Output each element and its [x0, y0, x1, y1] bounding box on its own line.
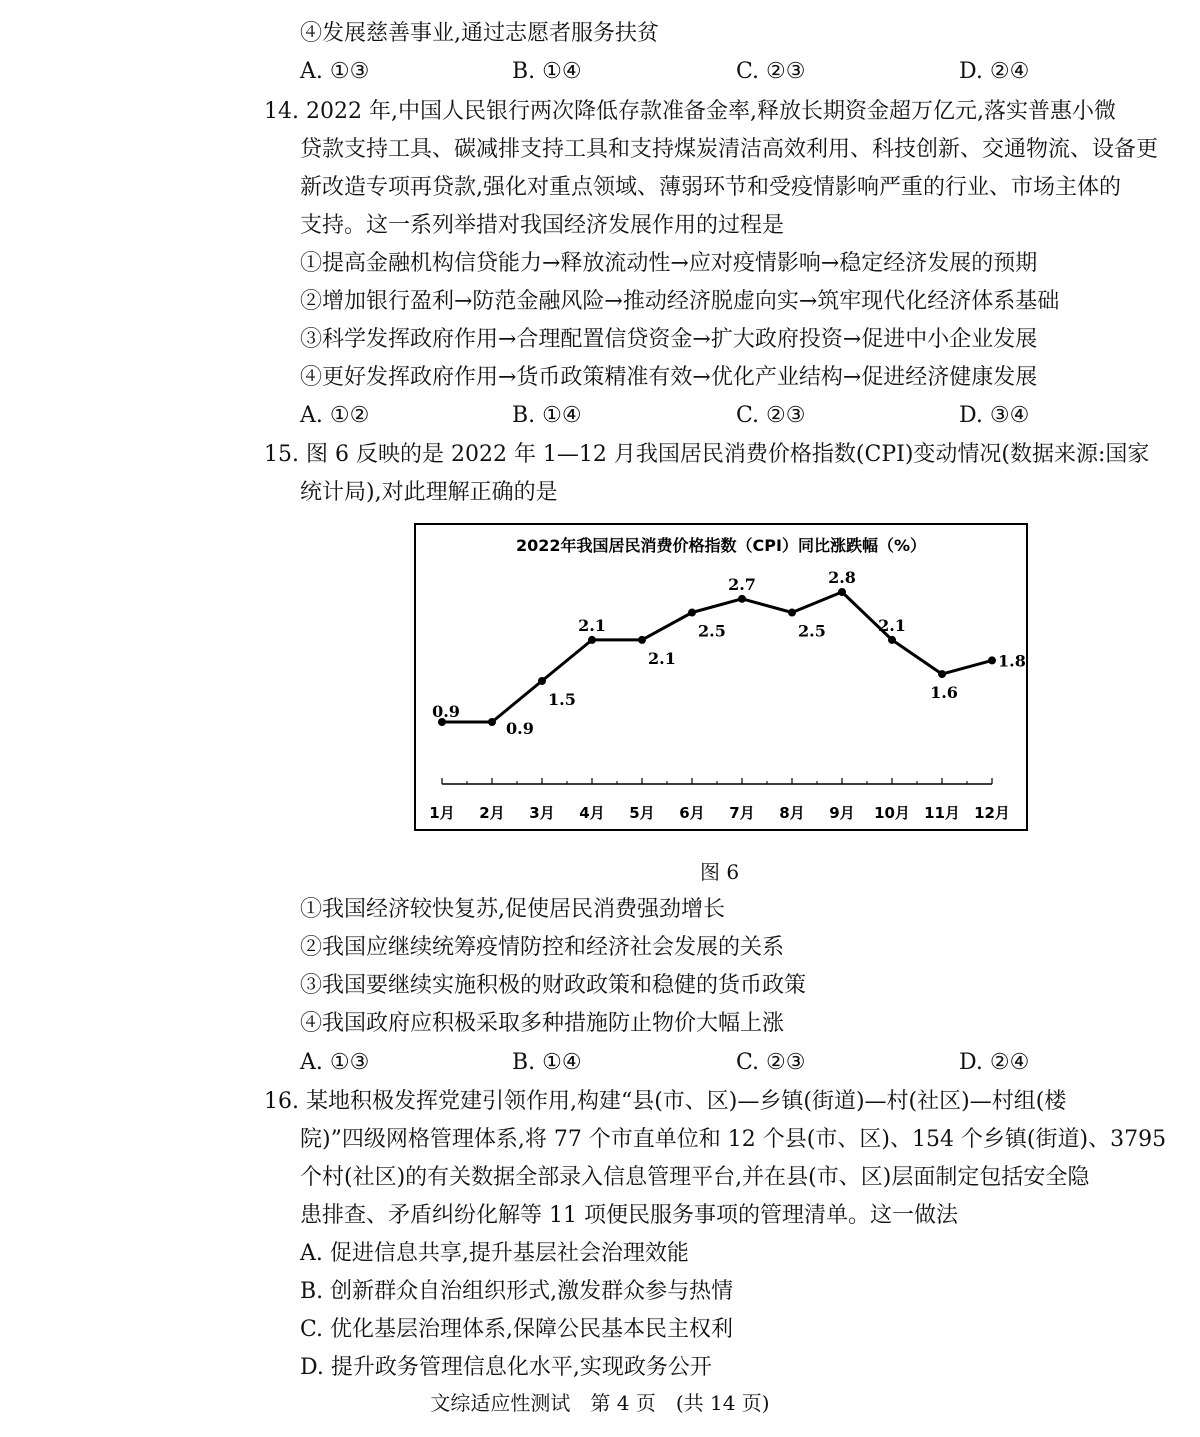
x-tick-label: 9月 [829, 804, 855, 822]
cpi-data-point [888, 636, 896, 644]
cpi-chart [414, 523, 1028, 831]
cpi-value-label: 0.9 [506, 719, 534, 738]
x-tick-label: 6月 [679, 804, 705, 822]
q14-stem-line-4: 支持。这一系列举措对我国经济发展作用的过程是 [300, 213, 785, 238]
q15-option-c: C. ②③ [736, 1050, 806, 1075]
q13-option-c: C. ②③ [736, 59, 806, 84]
q14-item-1: ①提高金融机构信贷能力→释放流动性→应对疫情影响→稳定经济发展的预期 [300, 251, 1038, 276]
q16-stem-line-4: 患排查、矛盾纠纷化解等 11 项便民服务事项的管理清单。这一做法 [300, 1203, 958, 1228]
cpi-value-label: 1.8 [998, 651, 1026, 671]
x-tick-label: 5月 [629, 804, 655, 822]
x-tick-label: 12月 [974, 804, 1010, 822]
q16-option-a: A. 促进信息共享,提升基层社会治理效能 [300, 1241, 689, 1266]
q15-stem-line-1: 15. 图 6 反映的是 2022 年 1—12 月我国居民消费价格指数(CPI)变动情况(数据来源:国家 [264, 442, 1150, 467]
cpi-value-label: 2.7 [728, 574, 756, 594]
cpi-data-point [938, 670, 946, 678]
q14-stem-line-1: 14. 2022 年,中国人民银行两次降低存款准备金率,释放长期资金超万亿元,落实普惠小微 [264, 99, 1116, 124]
cpi-data-point [838, 588, 846, 596]
cpi-value-label: 2.8 [828, 568, 856, 587]
cpi-data-point [988, 656, 996, 664]
x-tick-label: 3月 [529, 804, 555, 822]
q14-item-4: ④更好发挥政府作用→货币政策精准有效→优化产业结构→促进经济健康发展 [300, 365, 1038, 390]
x-tick-label: 8月 [779, 804, 805, 822]
cpi-data-point [788, 609, 796, 617]
x-tick-label: 4月 [579, 804, 605, 822]
q13-option-b: B. ①④ [512, 59, 582, 84]
q14-option-a: A. ①② [300, 403, 370, 428]
q13-option-d: D. ②④ [959, 59, 1030, 84]
q16-stem-line-1: 16. 某地积极发挥党建引领作用,构建“县(市、区)—乡镇(街道)—村(社区)—村组(楼 [264, 1089, 1067, 1114]
q15-item-3: ③我国要继续实施积极的财政政策和稳健的货币政策 [300, 973, 807, 998]
q16-option-c: C. 优化基层治理体系,保障公民基本民主权利 [300, 1317, 734, 1342]
q13-item-4: ④发展慈善事业,通过志愿者服务扶贫 [300, 21, 659, 46]
x-tick-label: 1月 [429, 804, 455, 822]
q14-item-3: ③科学发挥政府作用→合理配置信贷资金→扩大政府投资→促进中小企业发展 [300, 327, 1038, 352]
cpi-data-point [638, 636, 646, 644]
cpi-value-label: 1.6 [930, 683, 958, 703]
q13-option-a: A. ①③ [300, 59, 370, 84]
q15-option-b: B. ①④ [512, 1050, 582, 1075]
q15-item-1: ①我国经济较快复苏,促使居民消费强劲增长 [300, 897, 725, 922]
chart-title: 2022年我国居民消费价格指数（CPI）同比涨跌幅（%） [516, 536, 926, 555]
q14-option-b: B. ①④ [512, 403, 582, 428]
q14-option-c: C. ②③ [736, 403, 806, 428]
x-tick-label: 7月 [729, 804, 755, 822]
x-tick-label: 10月 [874, 804, 910, 822]
figure-caption: 图 6 [700, 860, 740, 884]
cpi-data-point [538, 677, 546, 685]
q15-item-2: ②我国应继续统筹疫情防控和经济社会发展的关系 [300, 935, 785, 960]
cpi-series-line [442, 592, 992, 722]
q16-option-b: B. 创新群众自治组织形式,激发群众参与热情 [300, 1279, 734, 1304]
cpi-chart-svg [416, 525, 1026, 829]
q14-stem-line-2: 贷款支持工具、碳减排支持工具和支持煤炭清洁高效利用、科技创新、交通物流、设备更 [300, 137, 1159, 162]
q15-option-d: D. ②④ [959, 1050, 1030, 1075]
cpi-value-label: 2.1 [578, 615, 606, 635]
q15-stem-line-2: 统计局),对此理解正确的是 [300, 480, 558, 505]
cpi-value-label: 2.1 [648, 648, 676, 668]
cpi-value-label: 1.5 [548, 689, 576, 709]
cpi-value-label: 2.1 [878, 615, 906, 635]
q16-stem-line-3: 个村(社区)的有关数据全部录入信息管理平台,并在县(市、区)层面制定包括安全隐 [300, 1165, 1090, 1190]
cpi-value-label: 0.9 [432, 702, 460, 721]
cpi-data-point [738, 595, 746, 603]
cpi-data-point [688, 609, 696, 617]
q15-item-4: ④我国政府应积极采取多种措施防止物价大幅上涨 [300, 1011, 785, 1036]
x-tick-label: 2月 [479, 804, 505, 822]
q14-option-d: D. ③④ [959, 403, 1030, 428]
q14-item-2: ②增加银行盈利→防范金融风险→推动经济脱虚向实→筑牢现代化经济体系基础 [300, 289, 1060, 314]
q15-option-a: A. ①③ [300, 1050, 370, 1075]
q16-stem-line-2: 院)”四级网格管理体系,将 77 个市直单位和 12 个县(市、区)、154 个乡镇(街道)、3795 [300, 1127, 1167, 1152]
cpi-data-point [588, 636, 596, 644]
q16-option-d: D. 提升政务管理信息化水平,实现政务公开 [300, 1355, 712, 1380]
cpi-value-label: 2.5 [698, 621, 726, 641]
x-tick-label: 11月 [924, 804, 960, 822]
cpi-value-label: 2.5 [798, 621, 826, 641]
q14-stem-line-3: 新改造专项再贷款,强化对重点领域、薄弱环节和受疫情影响严重的行业、市场主体的 [300, 175, 1121, 200]
cpi-data-point [488, 718, 496, 726]
page-footer: 文综适应性测试 第 4 页 (共 14 页) [430, 1391, 770, 1415]
